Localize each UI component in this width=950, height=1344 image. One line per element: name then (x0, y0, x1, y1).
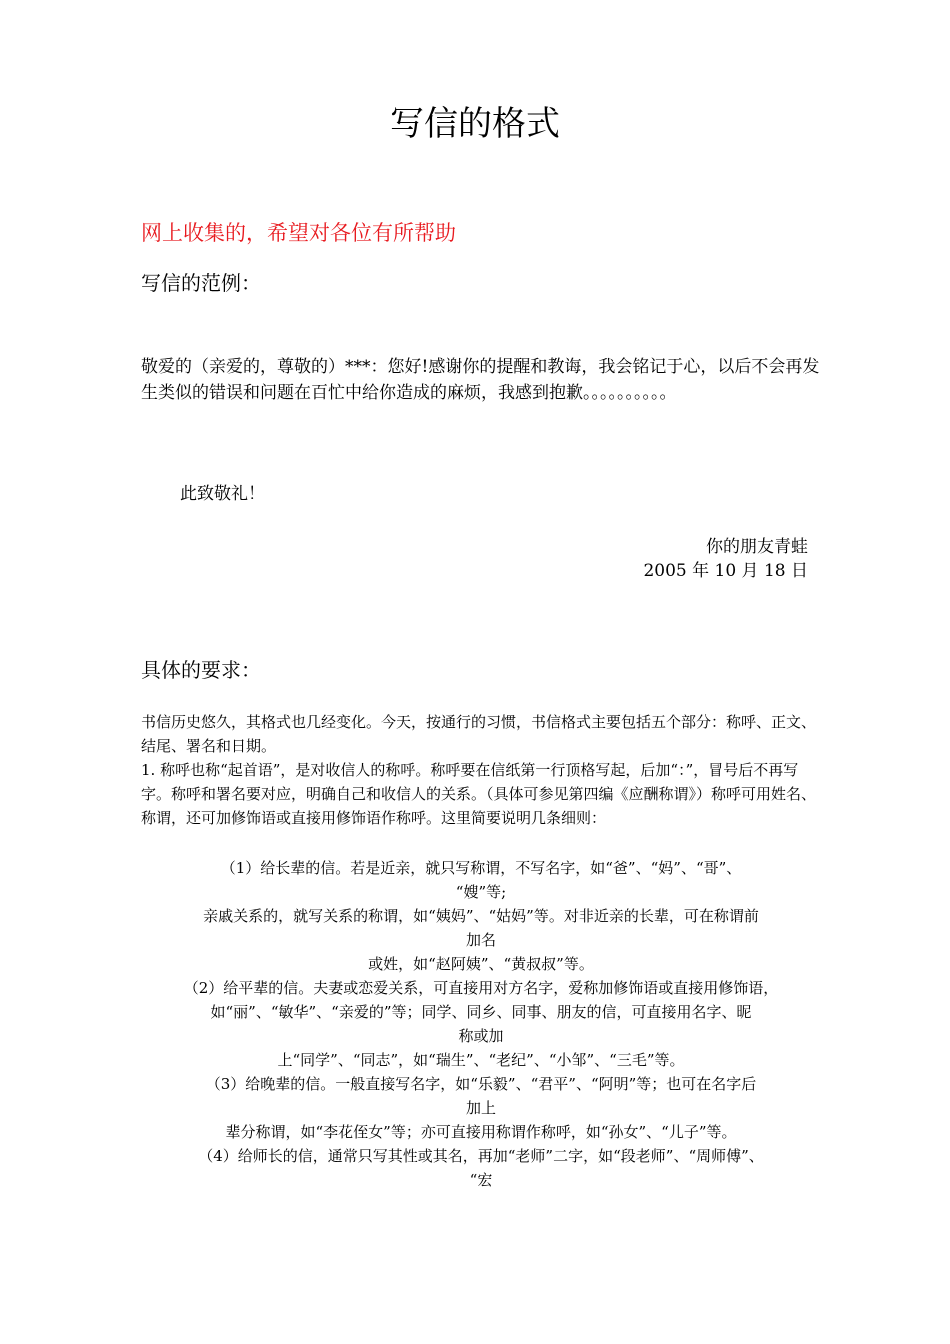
detail-line: （1）给长辈的信。若是近亲，就只写称谓，不写名字，如“爸”、“妈”、“哥”、 (220, 859, 742, 877)
detail-line: 上“同学”、“同志”，如“瑞生”、“老纪”、“小邹”、“三毛”等。 (277, 1051, 685, 1069)
page-title: 写信的格式 (390, 104, 560, 144)
sample-heading: 写信的范例： (141, 271, 261, 295)
detail-line: 亲戚关系的，就写关系的称谓，如“姨妈”、“姑妈”等。对非近亲的长辈，可在称谓前 (203, 907, 759, 925)
signature-date: 2005 年 10 月 18 日 (643, 561, 808, 581)
detail-line: 辈分称谓，如“李花侄女”等；亦可直接用称谓作称呼，如“孙女”、“儿子”等。 (225, 1123, 737, 1141)
subtitle: 网上收集的，希望对各位有所帮助 (141, 221, 456, 245)
requirements-heading: 具体的要求： (141, 658, 261, 682)
requirements-text (141, 710, 821, 830)
sample-letter-body: 敬爱的（亲爱的，尊敬的）***：您好!感谢你的提醒和教诲，我会铭记于心，以后不会再发生类似的错误和问题在百忙中给你造成的麻烦，我感到抱歉。。。。。。。。。。 (141, 357, 820, 403)
closing-phrase: 此致敬礼！ (180, 484, 265, 504)
detail-line: 称或加 (458, 1027, 504, 1045)
detail-line: “宏 (469, 1171, 493, 1189)
intro-paragraph: 书信历史悠久，其格式也几经变化。今天，按通行的习惯，书信格式主要包括五个部分：称呼、正文、结尾、署名和日期。 (141, 713, 817, 755)
detail-line: 或姓，如“赵阿姨”、“黄叔叔”等。 (368, 955, 594, 973)
detail-line: 加上 (465, 1099, 496, 1117)
detail-line: （4）给师长的信，通常只写其性或其名，再加“老师”二字，如“段老师”、“周师傅”、 (198, 1147, 764, 1165)
salutation-details (131, 856, 831, 1192)
detail-line: 如“丽”、“敏华”、“亲爱的”等；同学、同乡、同事、朋友的信，可直接用名字、昵 (210, 1003, 752, 1021)
signature-name: 你的朋友青蛙 (706, 537, 808, 557)
detail-line: （2）给平辈的信。夫妻或恋爱关系，可直接用对方名字，爱称加修饰语或直接用修饰语， (183, 979, 779, 997)
detail-line: （3）给晚辈的信。一般直接写名字，如“乐毅”、“君平”、“阿明”等；也可在名字后 (205, 1075, 757, 1093)
item-1-paragraph: 1. 称呼也称“起首语”，是对收信人的称呼。称呼要在信纸第一行顶格写起，后加“：”，冒号后不再写字。称呼和署名要对应，明确自己和收信人的关系。（具体可参见第四编《应酬称谓》）称呼可用姓名、称谓，还可加修饰语或直接用修饰语作称呼。这里简要说明几条细则： (141, 761, 817, 827)
detail-line: 加名 (465, 931, 496, 949)
detail-line: “嫂”等; (455, 883, 507, 901)
